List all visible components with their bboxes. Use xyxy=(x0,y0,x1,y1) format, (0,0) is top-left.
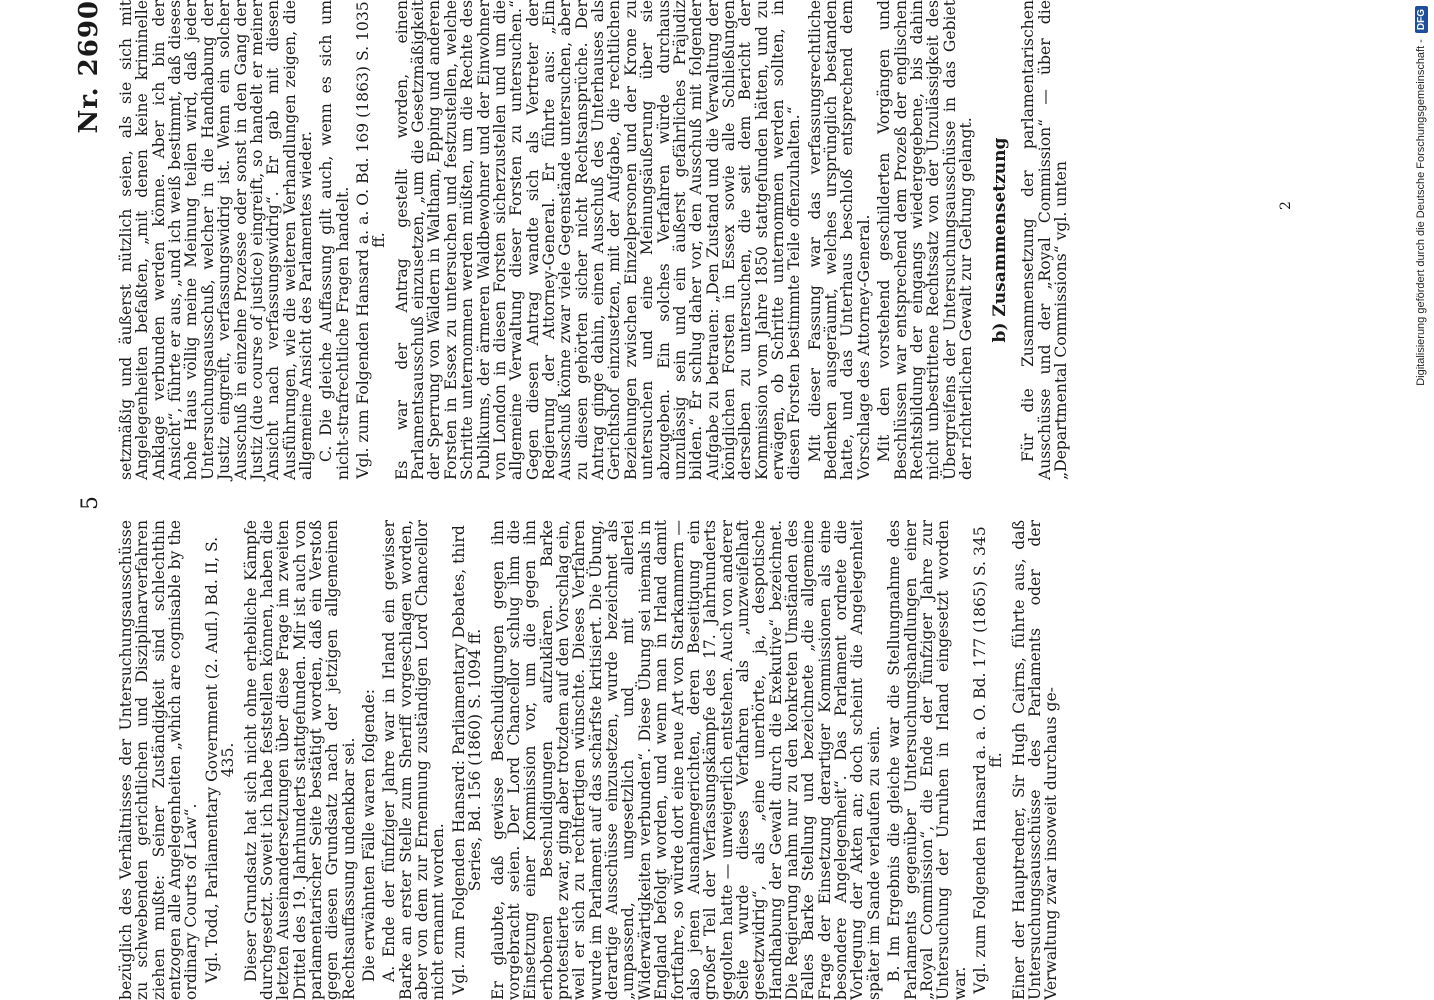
paragraph: Für die Zusammensetzung der parlamentarischen Ausschüsse und der „Royal Commission“ — über die „Departmental Commissions“ vgl. unten xyxy=(1019,0,1070,480)
reference: Vgl. zum Folgenden Hansard a. a. O. Bd. 169 (1863) S. 1035 ff. xyxy=(354,1,389,479)
page-header xyxy=(70,0,110,1000)
reference: Vgl. Todd, Parliamentary Government (2. Aufl.) Bd. II, S. 435. xyxy=(202,536,238,984)
document-number: Nr. 2690 xyxy=(74,0,104,134)
paragraph: Dieser Grundsatz hat sich nicht ohne erhebliche Kämpfe durchgesetzt. Soweit ich habe feststellen können, haben die letzten Auseinandersetzungen über diese Frage im zweiten Drittel des 19. Jahrhunderts stattgefunden. Mir ist auch von parlamentarischer Seite bestätigt worden, daß ein Verstoß gegen diesen Grundsatz nach der jetzigen allgemeinen Rechtsauffassung undenkbar sei. xyxy=(241,520,358,1000)
digitization-watermark xyxy=(1410,6,1432,996)
reference: Vgl. zum Folgenden Hansard: Parliamentary Debates, third Series, Bd. 156 (1860) S. 1094 ff. xyxy=(449,525,485,995)
paragraph: setzmäßig und äußerst nützlich seien, als sie sich mit Angelegenheiten befaßten, „mit denen keine kriminelle Anklage verbunden werden könne. Aber ich bin der Ansicht“, führte er aus, „und ich weiß bestimmt, daß dieses hohe Haus völlig meine Meinung teilen wird, daß jeder Untersuchungsausschuß, welcher in die Handhabung der Justiz eingreift, verfassungswidrig ist. Wenn ein solcher Ausschuß in einzelne Prozesse oder sonst in den Gang der Justiz (due course of justice) eingreift, so handelt er meiner Ansicht nach verfassungswidrig“. Er gab mit diesen Ausführungen, wie die weiteren Verhandlungen zeigen, die allgemeine Ansicht des Parlamentes wieder. xyxy=(117,0,315,480)
reference: Vgl. zum Folgenden Hansard a. a. O. Bd. 177 (1865) S. 345 ff. xyxy=(970,526,1006,994)
paragraph: Mit den vorstehend geschilderten Vorgängen und Beschlüssen war entsprechend dem Prozeß der englischen Rechtsbildung der eingangs wiedergegebene, bis dahin nicht unbestrittene Rechtssatz von der Unzulässigkeit des Übergreifens der Untersuchungsausschüsse in das Gebiet der richterlichen Gewalt zur Geltung gelangt. xyxy=(875,0,975,480)
right-column xyxy=(118,0,1073,480)
paragraph: B. Im Ergebnis die gleiche war die Stellungnahme des Parlaments gegenüber Untersuchungshandlungen einer „Royal Commission“, die Ende der fünfziger Jahre zur Untersuchung der Unruhen in Irland eingesetzt worden war. xyxy=(885,520,969,1000)
paragraph: C. Die gleiche Auffassung gilt auch, wenn es sich um nicht-strafrechtliche Fragen handelt. xyxy=(317,0,352,480)
watermark-text-row xyxy=(1410,6,1432,996)
paragraph: Einer der Hauptredner, Sir Hugh Cairns, führte aus, daß Untersuchungsausschüsse des Parlaments oder der Verwaltung zwar insoweit durchaus ge- xyxy=(1009,520,1061,1000)
section-heading: b) Zusammensetzung xyxy=(990,137,1011,343)
footnote-mark: 2 xyxy=(1278,201,1294,210)
dfg-logo: DFG xyxy=(1415,6,1428,33)
paragraph: A. Ende der fünfziger Jahre war in Irland ein gewisser Barke an erster Stelle zum Sheriff vorgeschlagen worden, aber von dem zur Ernennung zuständigen Lord Chancellor nicht ernannt worden. xyxy=(380,520,448,1000)
page-number: 5 xyxy=(78,496,103,510)
paragraph: Er glaubte, daß gewisse Beschuldigungen gegen ihn vorgebracht seien. Der Lord Chancellor schlug ihm die Einsetzung einer Kommission vor, um die gegen ihn erhobenen Beschuldigungen aufzuklären. Barke protestierte zwar, ging aber trotzdem auf den Vorschlag ein, weil er sich zu rechtfertigen wünschte. Dieses Verfahren wurde im Parlament auf das schärfste kritisiert. Die Übung, derartige Ausschüsse einzusetzen, wurde bezeichnet als „unpassend, ungesetzlich und mit allerlei Widerwärtigkeiten verbunden“. Diese Übung sei niemals in England befolgt worden, und wenn man in Irland damit fortfahre, so würde dort eine neue Art von Starkammern — also jenen Ausnahmegerichten, deren Beseitigung ein großer Teil der Verfassungskämpfe des 17. Jahrhunderts gegolten hatte — unweigerlich entstehen. Auch von anderer Seite wurde dieses Verfahren als „unzweifelhaft gesetzwidrig“, als „eine unerhörte, ja, despotische Handhabung der Gewalt durch die Exekutive“ bezeichnet. Die Regierung nahm nur zu den konkreten Umständen des Falles Barke Stellung und bezeichnete „die allgemeine Frage der Einsetzung derartiger Kommissionen als eine besondere Angelegenheit“. Das Parlament ordnete die Vorlegung der Akten an; doch scheint die Angelegenheit später im Sande verlaufen zu sein. xyxy=(488,520,883,1000)
text-columns xyxy=(117,0,1294,1000)
paragraph: Die erwähnten Fälle waren folgende: xyxy=(360,689,379,982)
paragraph: Es war der Antrag gestellt worden, einen Parlamentsausschuß einzusetzen, „um die Gesetzmäßigkeit der Sperrung von Wäldern in Waltham, Epping und anderen Forsten in Essex zu untersuchen und festzustellen, welche Schritte unternommen werden müßten, um die Rechte des Publikums, der ärmeren Waldbewohner und der Einwohner von London in diesen Forsten sicherzustellen und um die allgemeine Verwaltung dieser Forsten zu untersuchen.“ Gegen diesen Antrag wandte sich als Vertreter der Regierung der Attorney-General. Er führte aus: „Ein Ausschuß könne zwar viele Gegenstände untersuchen, aber zu diesen gehörten sicher nicht Rechtsansprüche. Der Antrag ginge dahin, einen Ausschuß des Unterhauses als Gerichtshof einzusetzen, mit der Aufgabe, die rechtlichen Beziehungen zwischen Einzelpersonen und der Krone zu untersuchen und eine Meinungsäußerung über sie abzugeben. Ein solches Verfahren würde durchaus unzulässig sein und ein äußerst gefährliches Präjudiz bilden.“ Er schlug daher vor, den Ausschuß mit folgender Aufgabe zu betrauen: „Den Zustand und die Verwaltung der königlichen Forsten in Essex sowie alle Schließungen derselben zu untersuchen, die seit dem Bericht der Kommission vom Jahre 1850 stattgefunden hätten, und zu erwägen, ob Schritte unternommen werden sollten, in diesen Forsten bestimmte Teile offenzuhalten.“ xyxy=(392,0,804,480)
paragraph: Mit dieser Fassung war das verfassungsrechtliche Bedenken ausgeräumt, welches ursprünglich bestanden hatte, und das Unterhaus beschloß entsprechend dem Vorschlage des Attorney-General. xyxy=(805,0,873,480)
left-column xyxy=(118,520,1064,1000)
watermark-text: Digitalisierung gefördert durch die Deutsche Forschungsgemeinschaft - xyxy=(1415,39,1427,386)
paragraph: bezüglich des Verhältnisses der Untersuchungsausschüsse zu schwebenden gerichtlichen und Disziplinarverfahren ziehen mußte: Seiner Zuständigkeit sind schlechthin entzogen alle Angelegenheiten „which are cognisable by the ordinary Courts of Law“. xyxy=(117,520,201,1000)
